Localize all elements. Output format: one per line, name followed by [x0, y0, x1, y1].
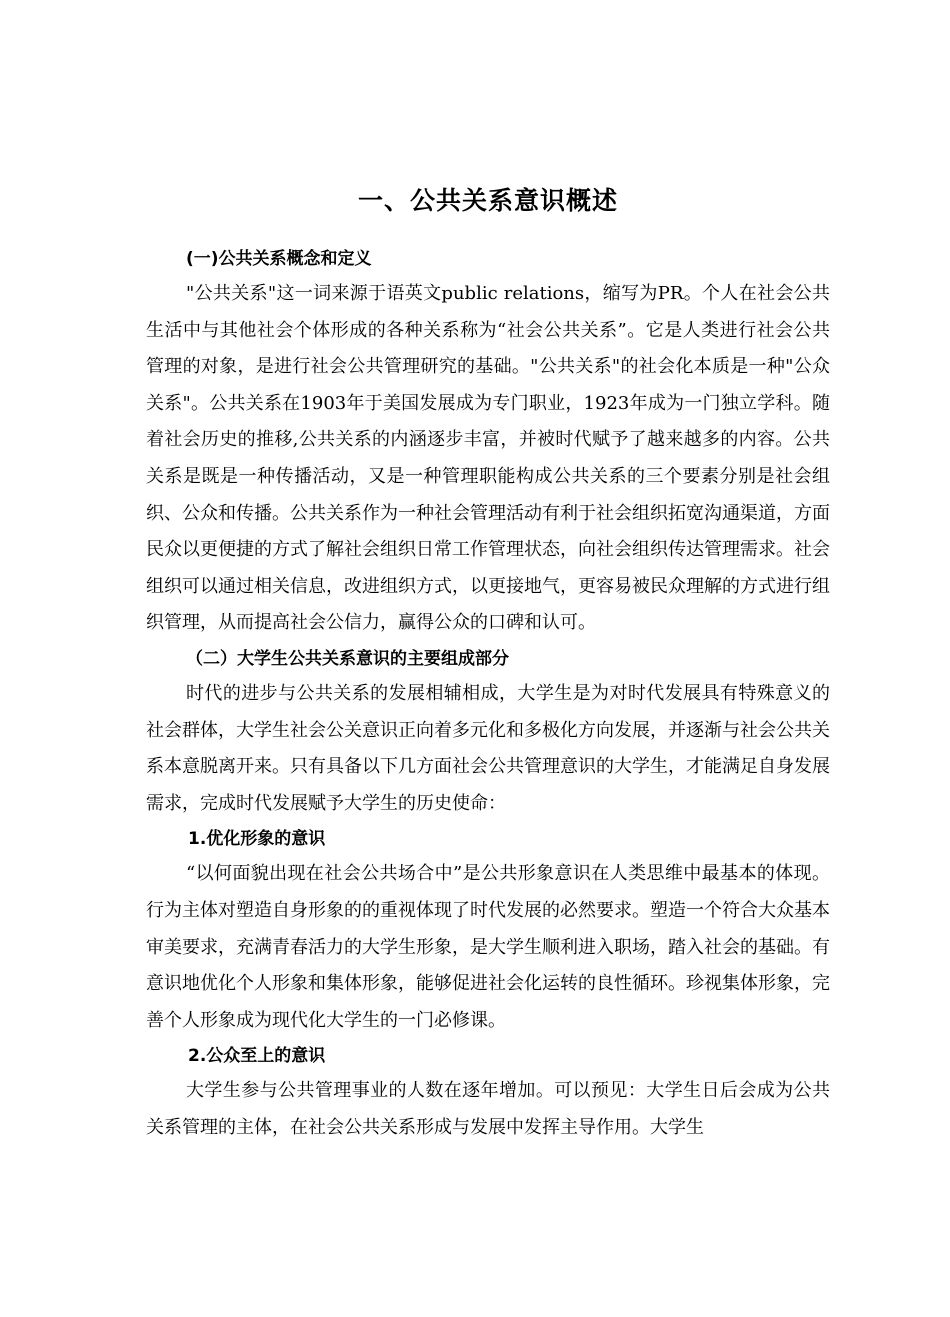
document-body	[146, 180, 830, 1146]
paragraph-concept: "公共关系"这一词来源于语英文public relations，缩写为PR。个人在社会公共生活中与其他社会个体形成的各种关系称为“社会公共关系”。它是人类进行社会公共管理的对象，是进行社会公共管理研究的基础。"公共关系"的社会化本质是一种"公众关系"。公共关系在1903年于美国发展成为专门职业，1923年成为一门独立学科。随着社会历史的推移,公共关系的内涵逐步丰富，并被时代赋予了越来越多的内容。公共关系是既是一种传播活动，又是一种管理职能构成公共关系的三个要素分别是社会组织、公众和传播。公共关系作为一种社会管理活动有利于社会组织拓宽沟通渠道，方面民众以更便捷的方式了解社会组织日常工作管理状态，向社会组织传达管理需求。社会组织可以通过相关信息，改进组织方式，以更接地气，更容易被民众理解的方式进行组织管理，从而提高社会公信力，赢得公众的口碑和认可。	[146, 283, 830, 634]
paragraph-public-first: 大学生参与公共管理事业的人数在逐年增加。可以预见：大学生日后会成为公共关系管理的主体，在社会公共关系形成与发展中发挥主导作用。大学生	[146, 1080, 830, 1138]
subheading-public-first: 2.公众至上的意识	[188, 1046, 326, 1067]
paragraph-image-awareness: “以何面貌出现在社会公共场合中”是公共形象意识在人类思维中最基本的体现。行为主体对塑造自身形象的的重视体现了时代发展的必然要求。塑造一个符合大众基本审美要求，充满青春活力的大学生形象，是大学生顺利进入职场，踏入社会的基础。有意识地优化个人形象和集体形象，能够促进社会化运转的良性循环。珍视集体形象，完善个人形象成为现代化大学生的一门必修课。	[146, 863, 830, 1031]
section-heading-concept: (一)公共关系概念和定义	[186, 249, 372, 269]
paragraph-components: 时代的进步与公共关系的发展相辅相成，大学生是为对时代发展具有特殊意义的社会群体，大学生社会公关意识正向着多元化和多极化方向发展，并逐渐与社会公共关系本意脱离开来。只有具备以下几方面社会公共管理意识的大学生，才能满足自身发展需求，完成时代发展赋予大学生的历史使命：	[146, 682, 830, 814]
section-heading-components: （二）大学生公共关系意识的主要组成部分	[186, 648, 509, 669]
subheading-image-awareness: 1.优化形象的意识	[188, 829, 326, 850]
document-title: 一、公共关系意识概述	[357, 186, 618, 215]
